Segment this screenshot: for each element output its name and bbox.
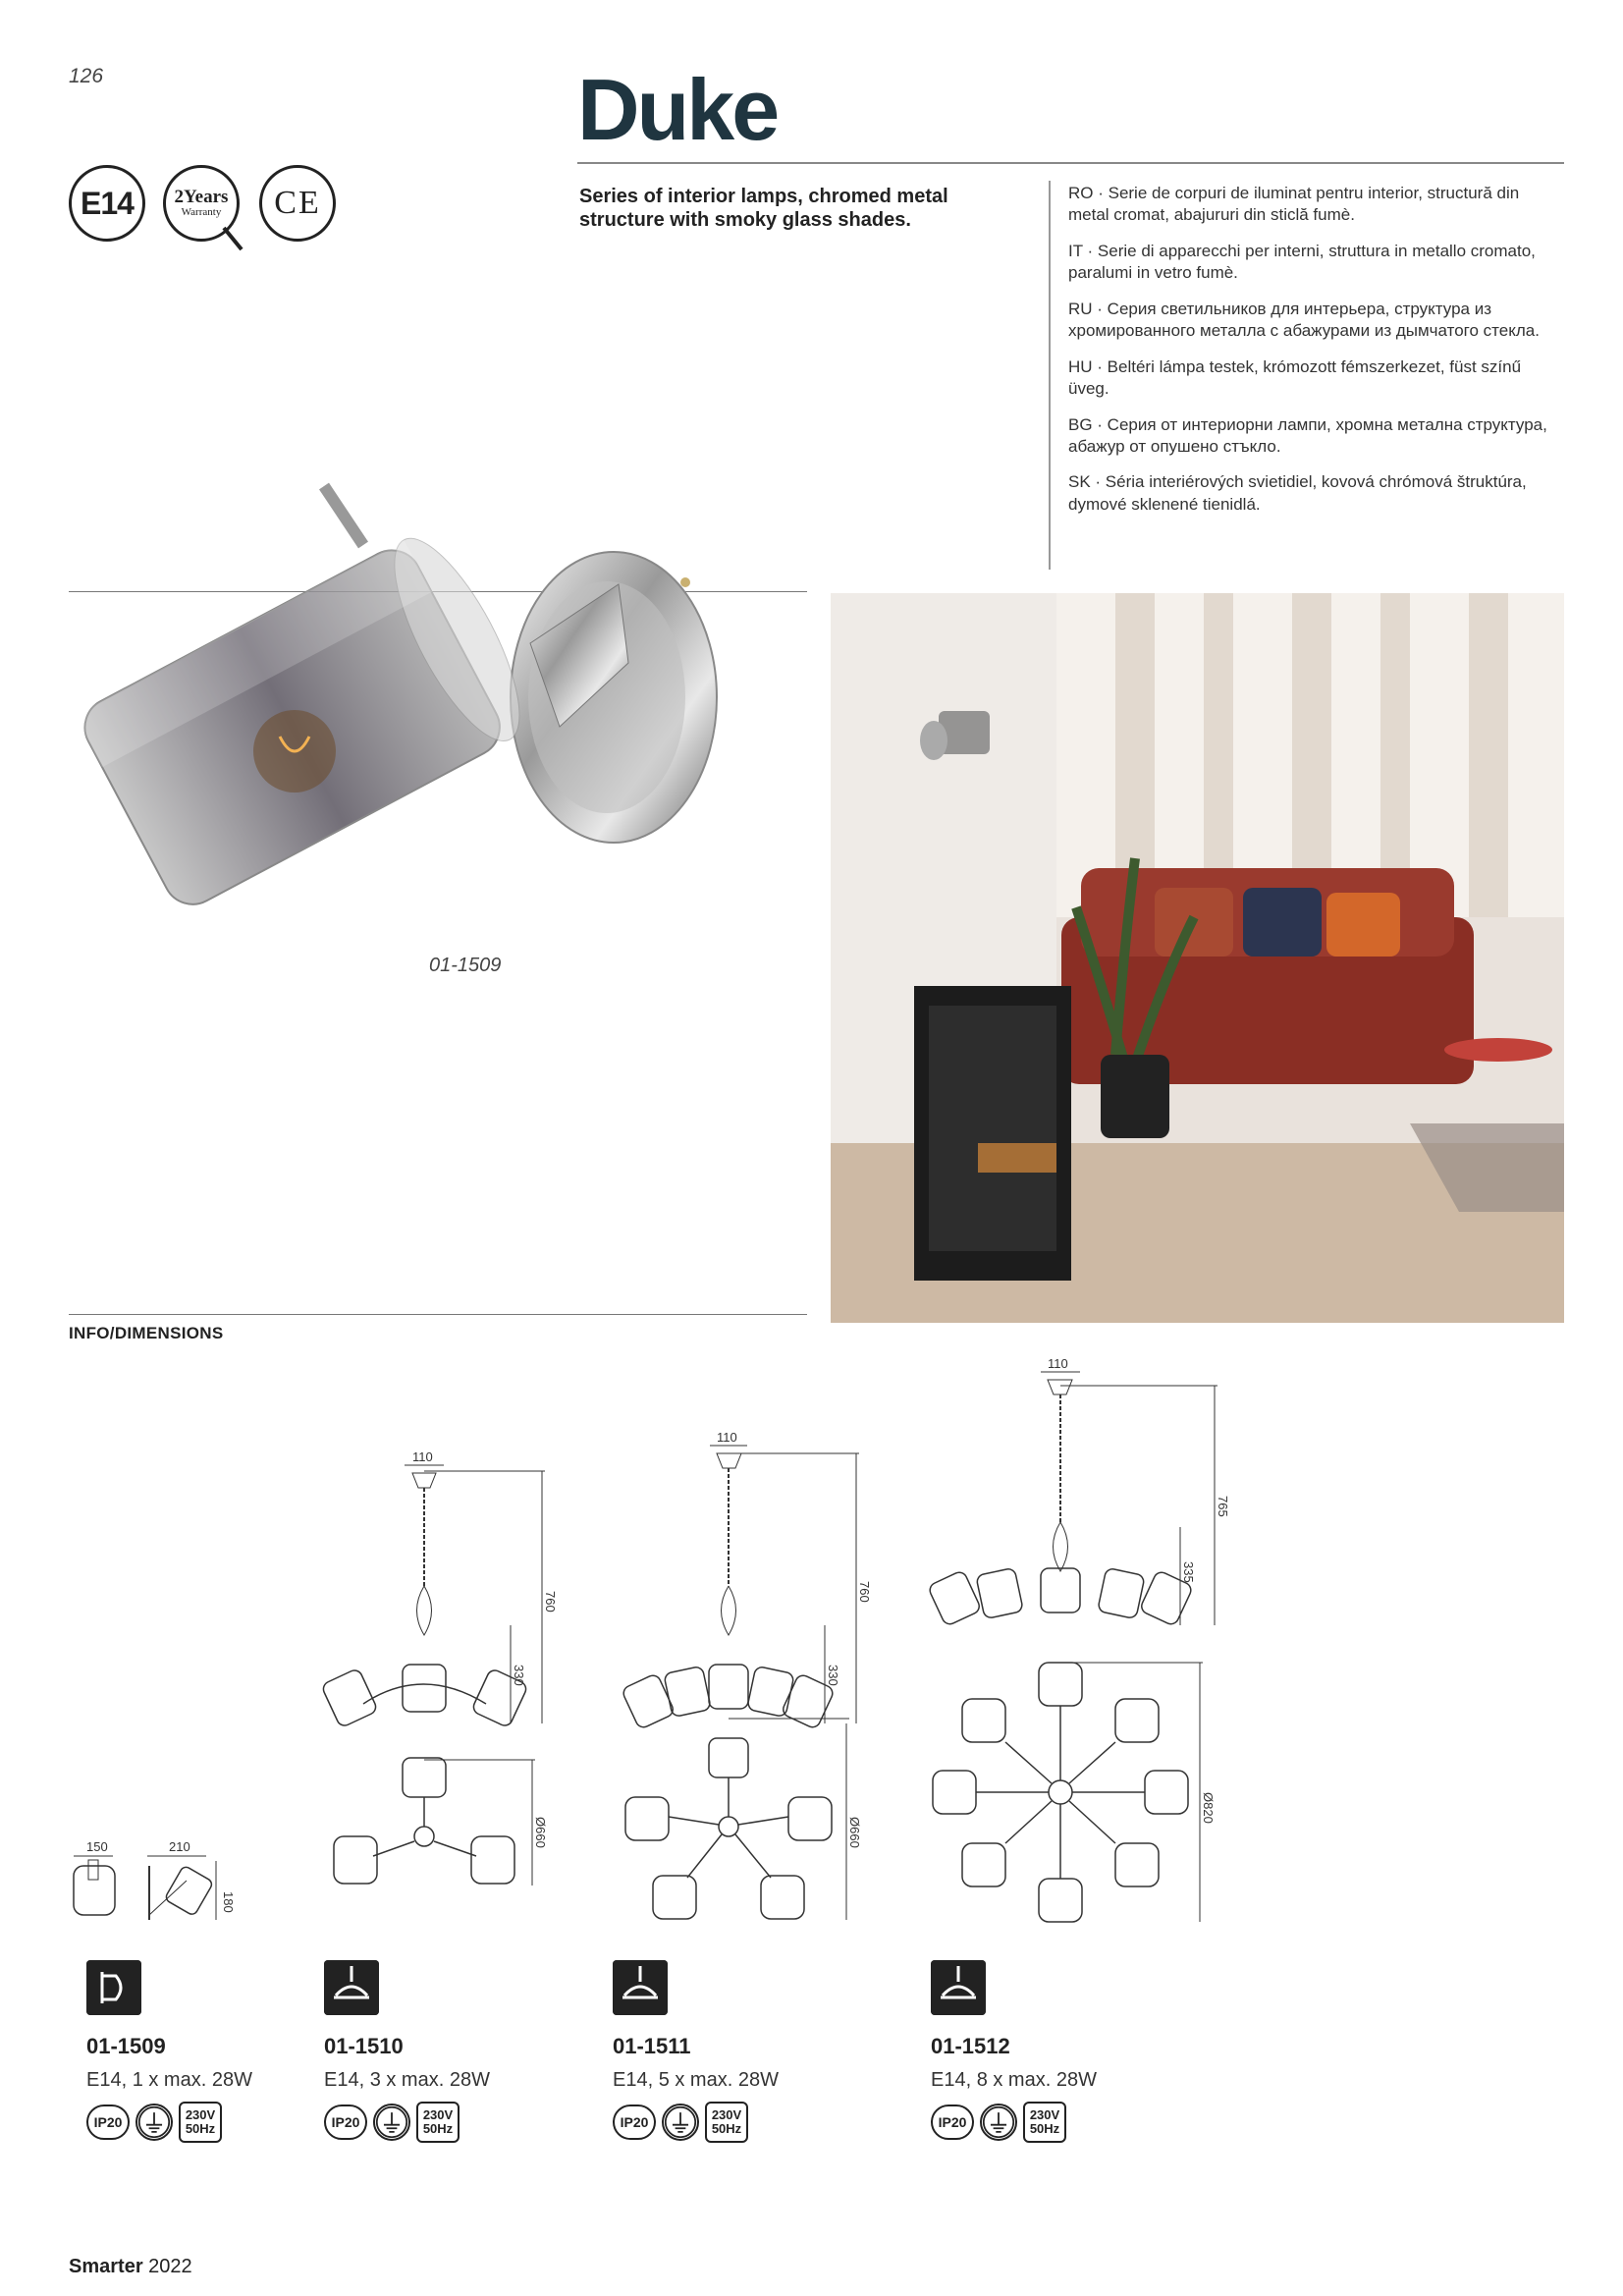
ground-icon [662, 2104, 699, 2141]
voltage-badge [416, 2102, 460, 2143]
page-number: 126 [69, 65, 104, 87]
voltage: 230V [185, 2107, 216, 2123]
e14-socket-badge [69, 165, 145, 242]
ip-rating-badge: IP20 [613, 2105, 656, 2140]
wall-lamp-product-photo [69, 466, 815, 1016]
title-divider [577, 162, 1564, 164]
frequency: 50Hz [711, 2121, 742, 2136]
frequency: 50Hz [1029, 2121, 1060, 2136]
dim-p5-top: 110 [717, 1430, 737, 1445]
wall-lamp-type-icon [86, 1960, 141, 2015]
product-01-1510 [324, 1960, 490, 2143]
dim-wall-210: 210 [169, 1839, 190, 1854]
voltage-badge [179, 2102, 222, 2143]
product-spec: E14, 8 x max. 28W [931, 2069, 1097, 2091]
photo-code-label: 01-1509 [429, 955, 502, 976]
ground-icon [980, 2104, 1017, 2141]
section-divider-bottom [69, 1314, 807, 1315]
info-dimensions-heading: INFO/DIMENSIONS [69, 1324, 224, 1342]
dim-p8-top: 110 [1048, 1356, 1068, 1371]
dim-wall-150: 150 [86, 1839, 108, 1854]
translation-it: IT · Serie di apparecchi per interni, struttura in metallo cromato, paralumi in vetro fumè. [1068, 241, 1536, 283]
product-01-1509 [86, 1960, 252, 2143]
dim-p8-diameter: Ø820 [1201, 1792, 1216, 1824]
product-code: 01-1509 [86, 2034, 166, 2058]
ce-mark-badge [259, 165, 336, 242]
translations [1068, 183, 1559, 529]
dim-p3-height: 760 [543, 1591, 558, 1613]
footer-year: 2022 [148, 2256, 192, 2277]
dim-p5-lower: 330 [826, 1665, 840, 1686]
pendant-8-dimension-drawing [923, 1350, 1230, 1935]
voltage-badge [1023, 2102, 1066, 2143]
dim-p8-height: 765 [1216, 1496, 1230, 1517]
ground-icon [373, 2104, 410, 2141]
product-01-1512 [931, 1960, 1097, 2143]
translation-bg: BG · Серия от интериорни лампи, хромна метална структура, абажур от опушено стъкло. [1068, 414, 1547, 456]
socket-label: E14 [81, 185, 134, 221]
pendant-type-icon [931, 1960, 986, 2015]
translation-sk: SK · Séria interiérových svietidiel, kovová chrómová štruktúra, dymové sklenené tienidlá. [1068, 472, 1527, 514]
warranty-q-tail-icon [222, 226, 243, 251]
dim-p8-lower: 335 [1181, 1561, 1196, 1583]
product-code: 01-1512 [931, 2034, 1010, 2058]
pendant-type-icon [613, 1960, 668, 2015]
ip-rating-badge: IP20 [324, 2105, 367, 2140]
dim-p3-top: 110 [412, 1449, 433, 1464]
product-01-1511 [613, 1960, 779, 2143]
ip-rating-badge: IP20 [86, 2105, 130, 2140]
voltage: 230V [711, 2107, 742, 2123]
product-spec: E14, 3 x max. 28W [324, 2069, 490, 2091]
lead-description: Series of interior lamps, chromed metal structure with smoky glass shades. [579, 186, 948, 231]
ce-label: CE [274, 185, 321, 221]
product-code: 01-1510 [324, 2034, 404, 2058]
pendant-3-dimension-drawing [314, 1444, 558, 1935]
page-title: Duke [577, 61, 778, 158]
page-footer [69, 2256, 192, 2278]
ip-rating-badge: IP20 [931, 2105, 974, 2140]
voltage: 230V [422, 2107, 454, 2123]
interior-room-photo [831, 593, 1564, 1323]
voltage-badge [705, 2102, 748, 2143]
translation-ru: RU · Серия светильников для интерьера, структура из хромированного металла с абажурами из дымчатого стекла. [1068, 299, 1540, 341]
translation-hu: HU · Beltéri lámpa testek, krómozott fémszerkezet, füst színű üveg. [1068, 356, 1522, 399]
pendant-type-icon [324, 1960, 379, 2015]
frequency: 50Hz [422, 2121, 454, 2136]
pendant-5-dimension-drawing [614, 1424, 872, 1935]
warranty-word: Warranty [181, 206, 222, 219]
translation-ro: RO · Serie de corpuri de iluminat pentru interior, structură din metal cromat, abajururi din sticlă fumè. [1068, 184, 1520, 225]
product-code: 01-1511 [613, 2034, 691, 2058]
ground-icon [135, 2104, 173, 2141]
description-divider [1049, 181, 1051, 570]
voltage: 230V [1029, 2107, 1060, 2123]
warranty-years: 2Years [174, 187, 229, 208]
dim-p5-height: 760 [857, 1581, 872, 1603]
product-spec: E14, 5 x max. 28W [613, 2069, 779, 2091]
dim-p5-diameter: Ø660 [847, 1817, 862, 1848]
dim-p3-diameter: Ø660 [533, 1817, 548, 1848]
dim-p3-lower: 330 [512, 1665, 526, 1686]
product-spec: E14, 1 x max. 28W [86, 2069, 252, 2091]
dim-wall-180: 180 [221, 1891, 236, 1913]
footer-brand: Smarter [69, 2256, 143, 2277]
frequency: 50Hz [185, 2121, 216, 2136]
wall-lamp-dimension-drawing [69, 1836, 245, 1944]
